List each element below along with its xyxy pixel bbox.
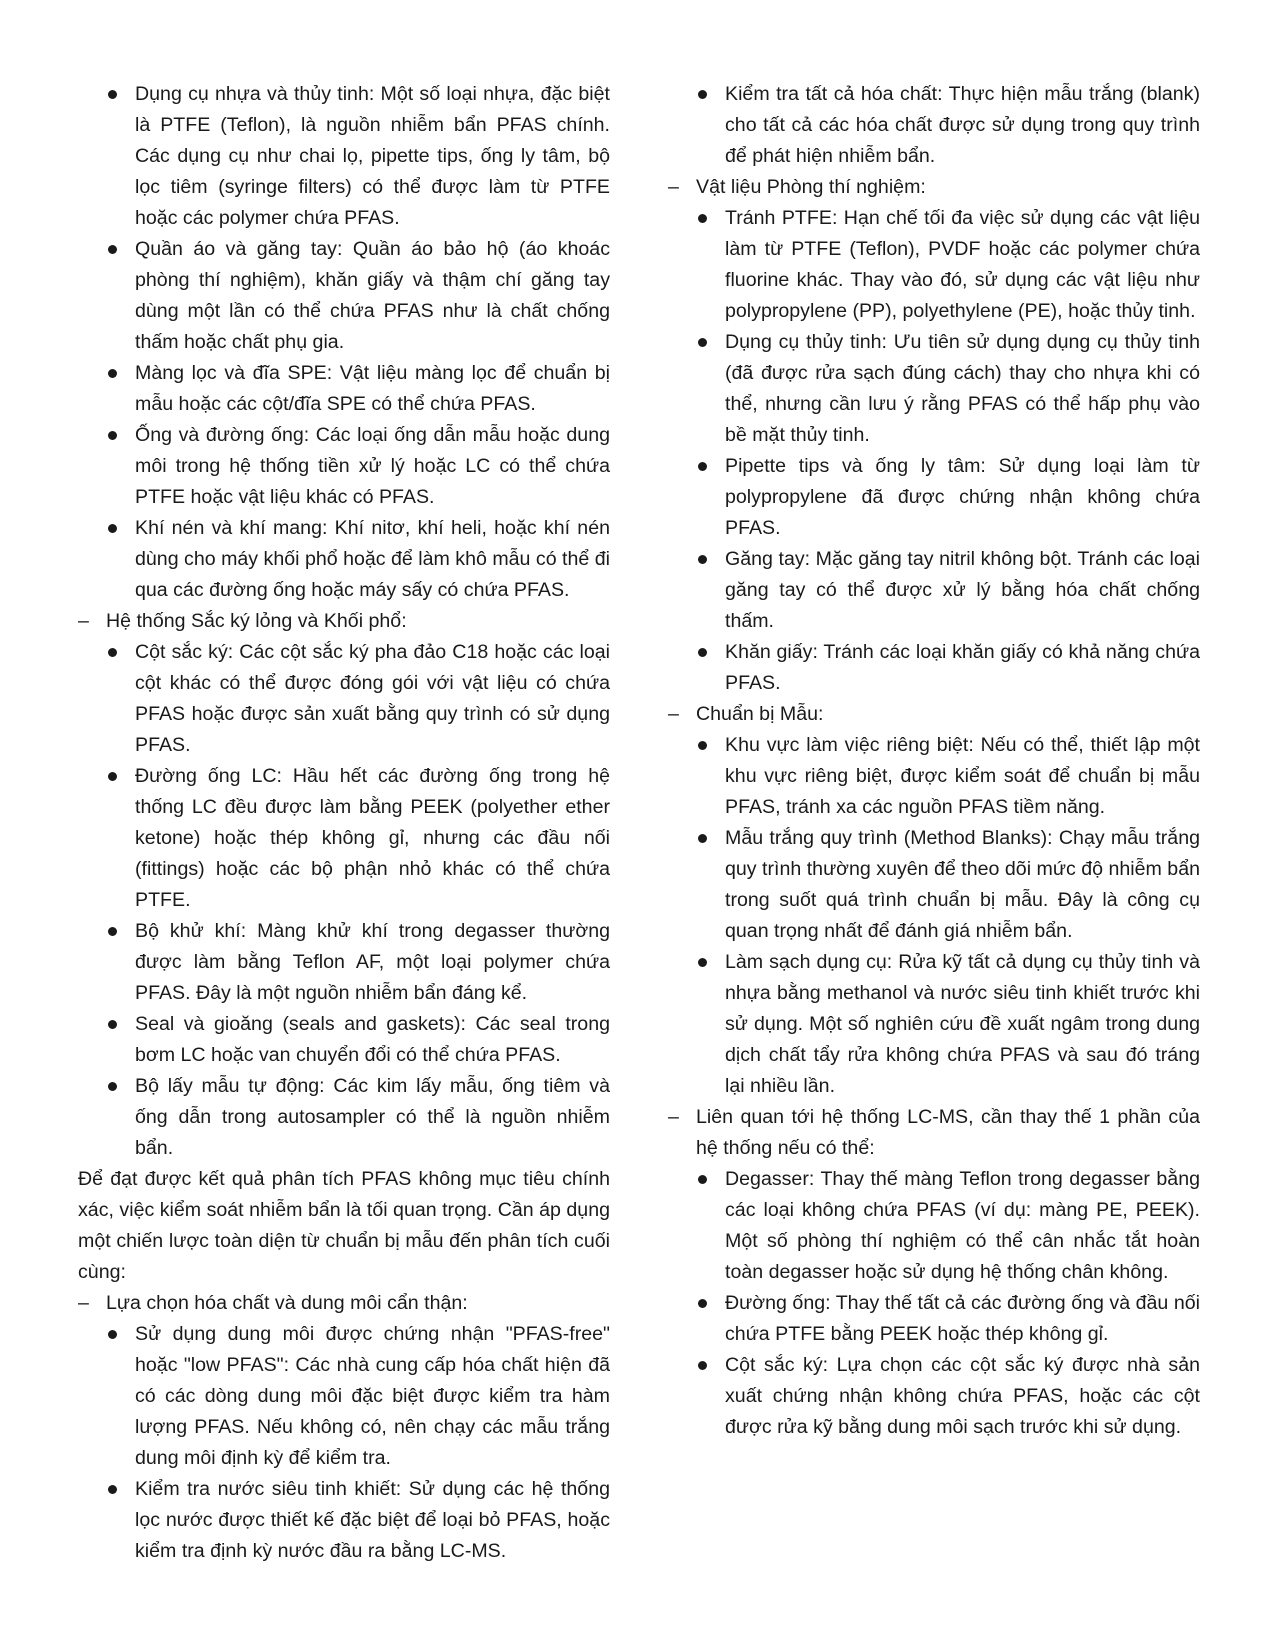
list-item: Seal và gioăng (seals and gaskets): Các seal trong bơm LC hoặc van chuyển đổi có thể chứa PFAS. bbox=[78, 1009, 610, 1071]
bullet-icon bbox=[108, 772, 117, 781]
list-item: Khí nén và khí mang: Khí nitơ, khí heli, hoặc khí nén dùng cho máy khối phổ hoặc để làm khô mẫu có thể đi qua các đường ống hoặc máy sấy có chứa PFAS. bbox=[78, 513, 610, 606]
bullet-icon bbox=[108, 1020, 117, 1029]
list-item: Sử dụng dung môi được chứng nhận "PFAS-free" hoặc "low PFAS": Các nhà cung cấp hóa chất hiện đã có các dòng dung môi đặc biệt được kiểm tra hàm lượng PFAS. Nếu không có, nên chạy các mẫu trắng dung môi định kỳ để kiểm tra. bbox=[78, 1319, 610, 1474]
bullet-icon bbox=[108, 369, 117, 378]
section-heading-lcms: – Hệ thống Sắc ký lỏng và Khối phổ: bbox=[78, 606, 610, 637]
list-item: Cột sắc ký: Các cột sắc ký pha đảo C18 hoặc các loại cột khác có thể được đóng gói với vật liệu có chứa PFAS hoặc được sản xuất bằng quy trình có sử dụng PFAS. bbox=[78, 637, 610, 761]
list-item: Dụng cụ thủy tinh: Ưu tiên sử dụng dụng cụ thủy tinh (đã được rửa sạch đúng cách) thay cho nhựa khi có thể, nhưng cần lưu ý rằng PFAS có thể hấp phụ vào bề mặt thủy tinh. bbox=[668, 327, 1200, 451]
list-item: Bộ lấy mẫu tự động: Các kim lấy mẫu, ống tiêm và ống dẫn trong autosampler có thể là nguồn nhiễm bẩn. bbox=[78, 1071, 610, 1164]
bullet-icon bbox=[108, 1485, 117, 1494]
list-item: Degasser: Thay thế màng Teflon trong degasser bằng các loại không chứa PFAS (ví dụ: màng PE, PEEK). Một số phòng thí nghiệm có thể cân nhắc tắt hoàn toàn degasser hoặc sử dụng hệ thống chân không. bbox=[668, 1164, 1200, 1288]
section-heading-lab-materials: – Vật liệu Phòng thí nghiệm: bbox=[668, 172, 1200, 203]
bullet-icon bbox=[698, 555, 707, 564]
list-item: Dụng cụ nhựa và thủy tinh: Một số loại nhựa, đặc biệt là PTFE (Teflon), là nguồn nhiễm bẩn PFAS chính. Các dụng cụ như chai lọ, pipette tips, ống ly tâm, bộ lọc tiêm (syringe filters) có thể được làm từ PTFE hoặc các polymer chứa PFAS. bbox=[78, 79, 610, 234]
bullet-icon bbox=[108, 648, 117, 657]
list-item: Bộ khử khí: Màng khử khí trong degasser thường được làm bằng Teflon AF, một loại polymer chứa PFAS. Đây là một nguồn nhiễm bẩn đáng kể. bbox=[78, 916, 610, 1009]
list-item: Cột sắc ký: Lựa chọn các cột sắc ký được nhà sản xuất chứng nhận không chứa PFAS, hoặc các cột được rửa kỹ bằng dung môi sạch trước khi sử dụng. bbox=[668, 1350, 1200, 1443]
list-item: Mẫu trắng quy trình (Method Blanks): Chạy mẫu trắng quy trình thường xuyên để theo dõi mức độ nhiễm bẩn trong suốt quá trình chuẩn bị mẫu. Đây là công cụ quan trọng nhất để đánh giá nhiễm bẩn. bbox=[668, 823, 1200, 947]
lab-materials-list bbox=[668, 203, 1200, 699]
bullet-icon bbox=[698, 214, 707, 223]
bullet-icon bbox=[698, 648, 707, 657]
intro-paragraph: Để đạt được kết quả phân tích PFAS không mục tiêu chính xác, việc kiểm soát nhiễm bẩn là tối quan trọng. Cần áp dụng một chiến lược toàn diện từ chuẩn bị mẫu đến phân tích cuối cùng: bbox=[78, 1168, 610, 1283]
sample-prep-list bbox=[668, 730, 1200, 1102]
list-item: Đường ống LC: Hầu hết các đường ống trong hệ thống LC đều được làm bằng PEEK (polyether ether ketone) hoặc thép không gỉ, nhưng các đầu nối (fittings) hoặc các bộ phận nhỏ khác có thể chứa PTFE. bbox=[78, 761, 610, 916]
bullet-icon bbox=[698, 1299, 707, 1308]
bullet-icon bbox=[108, 1082, 117, 1091]
bullet-icon bbox=[108, 245, 117, 254]
list-item: Găng tay: Mặc găng tay nitril không bột. Tránh các loại găng tay có thể được xử lý bằng hóa chất chống thấm. bbox=[668, 544, 1200, 637]
bullet-icon bbox=[108, 1330, 117, 1339]
list-item: Tránh PTFE: Hạn chế tối đa việc sử dụng các vật liệu làm từ PTFE (Teflon), PVDF hoặc các polymer chứa fluorine khác. Thay vào đó, sử dụng các vật liệu như polypropylene (PP), polyethylene (PE), hoặc thủy tinh. bbox=[668, 203, 1200, 327]
bullet-icon bbox=[698, 462, 707, 471]
list-item: Màng lọc và đĩa SPE: Vật liệu màng lọc để chuẩn bị mẫu hoặc các cột/đĩa SPE có thể chứa PFAS. bbox=[78, 358, 610, 420]
list-item: Kiểm tra tất cả hóa chất: Thực hiện mẫu trắng (blank) cho tất cả các hóa chất được sử dụng trong quy trình để phát hiện nhiễm bẩn. bbox=[668, 79, 1200, 172]
list-item: Kiểm tra nước siêu tinh khiết: Sử dụng các hệ thống lọc nước được thiết kế đặc biệt để loại bỏ PFAS, hoặc kiểm tra định kỳ nước đầu ra bằng LC-MS. bbox=[78, 1474, 610, 1567]
section-heading-chemicals: – Lựa chọn hóa chất và dung môi cẩn thận: bbox=[78, 1288, 610, 1319]
section-heading-system-replacement: – Liên quan tới hệ thống LC-MS, cần thay thế 1 phần của hệ thống nếu có thể: bbox=[668, 1102, 1200, 1164]
bullet-icon bbox=[698, 741, 707, 750]
list-item: Làm sạch dụng cụ: Rửa kỹ tất cả dụng cụ thủy tinh và nhựa bằng methanol và nước siêu tinh khiết trước khi sử dụng. Một số nghiên cứu đề xuất ngâm trong dung dịch chất tẩy rửa không chứa PFAS và sau đó tráng lại nhiều lần. bbox=[668, 947, 1200, 1102]
chemicals-list bbox=[78, 1319, 610, 1567]
bullet-icon bbox=[698, 90, 707, 99]
list-item: Khăn giấy: Tránh các loại khăn giấy có khả năng chứa PFAS. bbox=[668, 637, 1200, 699]
list-item: Ống và đường ống: Các loại ống dẫn mẫu hoặc dung môi trong hệ thống tiền xử lý hoặc LC có thể chứa PTFE hoặc vật liệu khác có PFAS. bbox=[78, 420, 610, 513]
list-item: Pipette tips và ống ly tâm: Sử dụng loại làm từ polypropylene đã được chứng nhận không chứa PFAS. bbox=[668, 451, 1200, 544]
chemicals-list-continued bbox=[668, 79, 1200, 172]
bullet-icon bbox=[698, 1175, 707, 1184]
left-column bbox=[78, 79, 610, 1567]
system-replacement-list bbox=[668, 1164, 1200, 1443]
bullet-icon bbox=[108, 927, 117, 936]
list-item: Quần áo và găng tay: Quần áo bảo hộ (áo khoác phòng thí nghiệm), khăn giấy và thậm chí găng tay dùng một lần có thể chứa PFAS như là chất chống thấm hoặc chất phụ gia. bbox=[78, 234, 610, 358]
list-item: Khu vực làm việc riêng biệt: Nếu có thể, thiết lập một khu vực riêng biệt, được kiểm soát để chuẩn bị mẫu PFAS, tránh xa các nguồn PFAS tiềm năng. bbox=[668, 730, 1200, 823]
list-item: Đường ống: Thay thế tất cả các đường ống và đầu nối chứa PTFE bằng PEEK hoặc thép không gỉ. bbox=[668, 1288, 1200, 1350]
bullet-icon bbox=[698, 338, 707, 347]
bullet-icon bbox=[108, 431, 117, 440]
bullet-icon bbox=[108, 90, 117, 99]
lcms-sources-list bbox=[78, 637, 610, 1164]
bullet-icon bbox=[698, 1361, 707, 1370]
contamination-sources-list bbox=[78, 79, 610, 606]
bullet-icon bbox=[108, 524, 117, 533]
bullet-icon bbox=[698, 834, 707, 843]
bullet-icon bbox=[698, 958, 707, 967]
right-column bbox=[668, 79, 1200, 1443]
section-heading-sample-prep: – Chuẩn bị Mẫu: bbox=[668, 699, 1200, 730]
